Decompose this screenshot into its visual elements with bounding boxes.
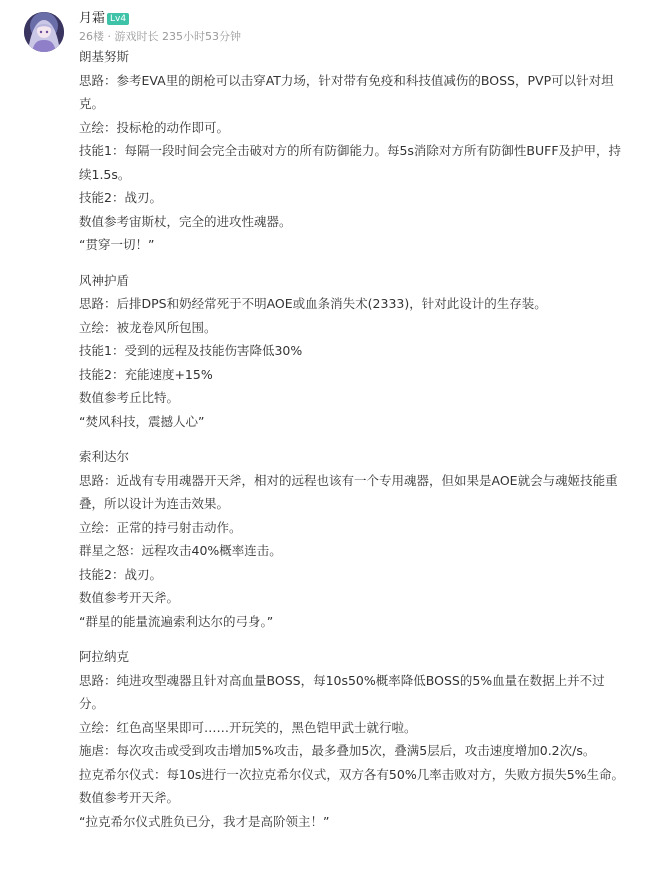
content-line: 施虐：每次攻击或受到攻击增加5%攻击，最多叠加5次，叠满5层后，攻击速度增加0.2次/s。 — [79, 743, 596, 758]
avatar-image — [24, 12, 64, 52]
content-line: “贯穿一切！” — [79, 237, 155, 252]
content-line: 思路：近战有专用魂器开天斧，相对的远程也该有一个专用魂器，但如果是AOE就会与魂姬技能重 — [79, 472, 618, 488]
section-spacer — [79, 257, 639, 269]
content-line: 数值参考宙斯杖，完全的进攻性魂器。 — [79, 213, 292, 229]
content-line: “焚风科技，震撼人心” — [79, 413, 205, 429]
username[interactable]: 月霜 — [79, 11, 106, 26]
section-title: 索利达尔 — [79, 449, 130, 464]
content-line: 立绘：投标枪的动作即可。 — [79, 119, 230, 135]
content-line: 群星之怒：远程攻击40%概率连击。 — [79, 543, 282, 558]
meta-separator: · — [107, 30, 111, 43]
section-title: 阿拉纳克 — [79, 649, 130, 664]
content-line: 技能2：充能速度+15% — [79, 366, 213, 382]
content-line: 技能1：每隔一段时间会完全击破对方的所有防御能力。每5s消除对方所有防御性BUFF及护甲，持 — [79, 143, 622, 158]
content-section — [79, 445, 639, 633]
content-line: 数值参考开天斧。 — [79, 590, 180, 605]
content-line: 数值参考开天斧。 — [79, 790, 180, 805]
user-avatar[interactable] — [24, 12, 64, 52]
content-line: 克。 — [79, 96, 105, 111]
content-line: 技能2：战刃。 — [79, 566, 162, 582]
section-spacer — [79, 633, 639, 645]
content-line: 思路：后排DPS和奶经常死于不明AOE或血条消失术(2333)，针对此设计的生存装。 — [79, 296, 547, 311]
section-title: 朗基努斯 — [79, 49, 130, 64]
floor-number: 26楼 — [79, 30, 104, 43]
content-line: 思路：参考EVA里的朗枪可以击穿AT力场，针对带有免疫和科技值减伤的BOSS，PVP可以针对坦 — [79, 72, 614, 88]
content-line: 技能1：受到的远程及技能伤害降低30% — [79, 343, 303, 358]
content-line: 思路：纯进攻型魂器且针对高血量BOSS，每10s50%概率降低BOSS的5%血量在数据上并不过 — [79, 672, 605, 688]
content-section — [79, 45, 639, 257]
playtime: 游戏时长 235小时53分钟 — [114, 30, 241, 43]
content-line: 立绘：红色高坚果即可……开玩笑的，黑色铠甲武士就行啦。 — [79, 719, 417, 735]
content-line: 续1.5s。 — [79, 166, 131, 182]
section-spacer — [79, 433, 639, 445]
content-line: 立绘：正常的持弓射击动作。 — [79, 519, 242, 535]
section-title: 风神护盾 — [79, 272, 130, 288]
content-line: 技能2：战刃。 — [79, 190, 162, 205]
post-content — [79, 45, 639, 833]
content-section — [79, 645, 639, 833]
content-line: 拉克希尔仪式：每10s进行一次拉克希尔仪式，双方各有50%几率击败对方，失败方损失5%生命。 — [79, 766, 625, 782]
content-section — [79, 269, 639, 434]
level-badge: Lv4 — [107, 13, 129, 25]
content-line: “拉克希尔仪式胜负已分，我才是高阶领主！” — [79, 813, 330, 829]
content-line: 分。 — [79, 696, 105, 711]
post-meta — [79, 30, 241, 44]
content-line: 立绘：被龙卷风所包围。 — [79, 319, 217, 335]
content-line: 数值参考丘比特。 — [79, 390, 180, 405]
content-line: 叠，所以设计为连击效果。 — [79, 496, 230, 511]
content-line: “群星的能量流遍索利达尔的弓身。” — [79, 613, 274, 629]
